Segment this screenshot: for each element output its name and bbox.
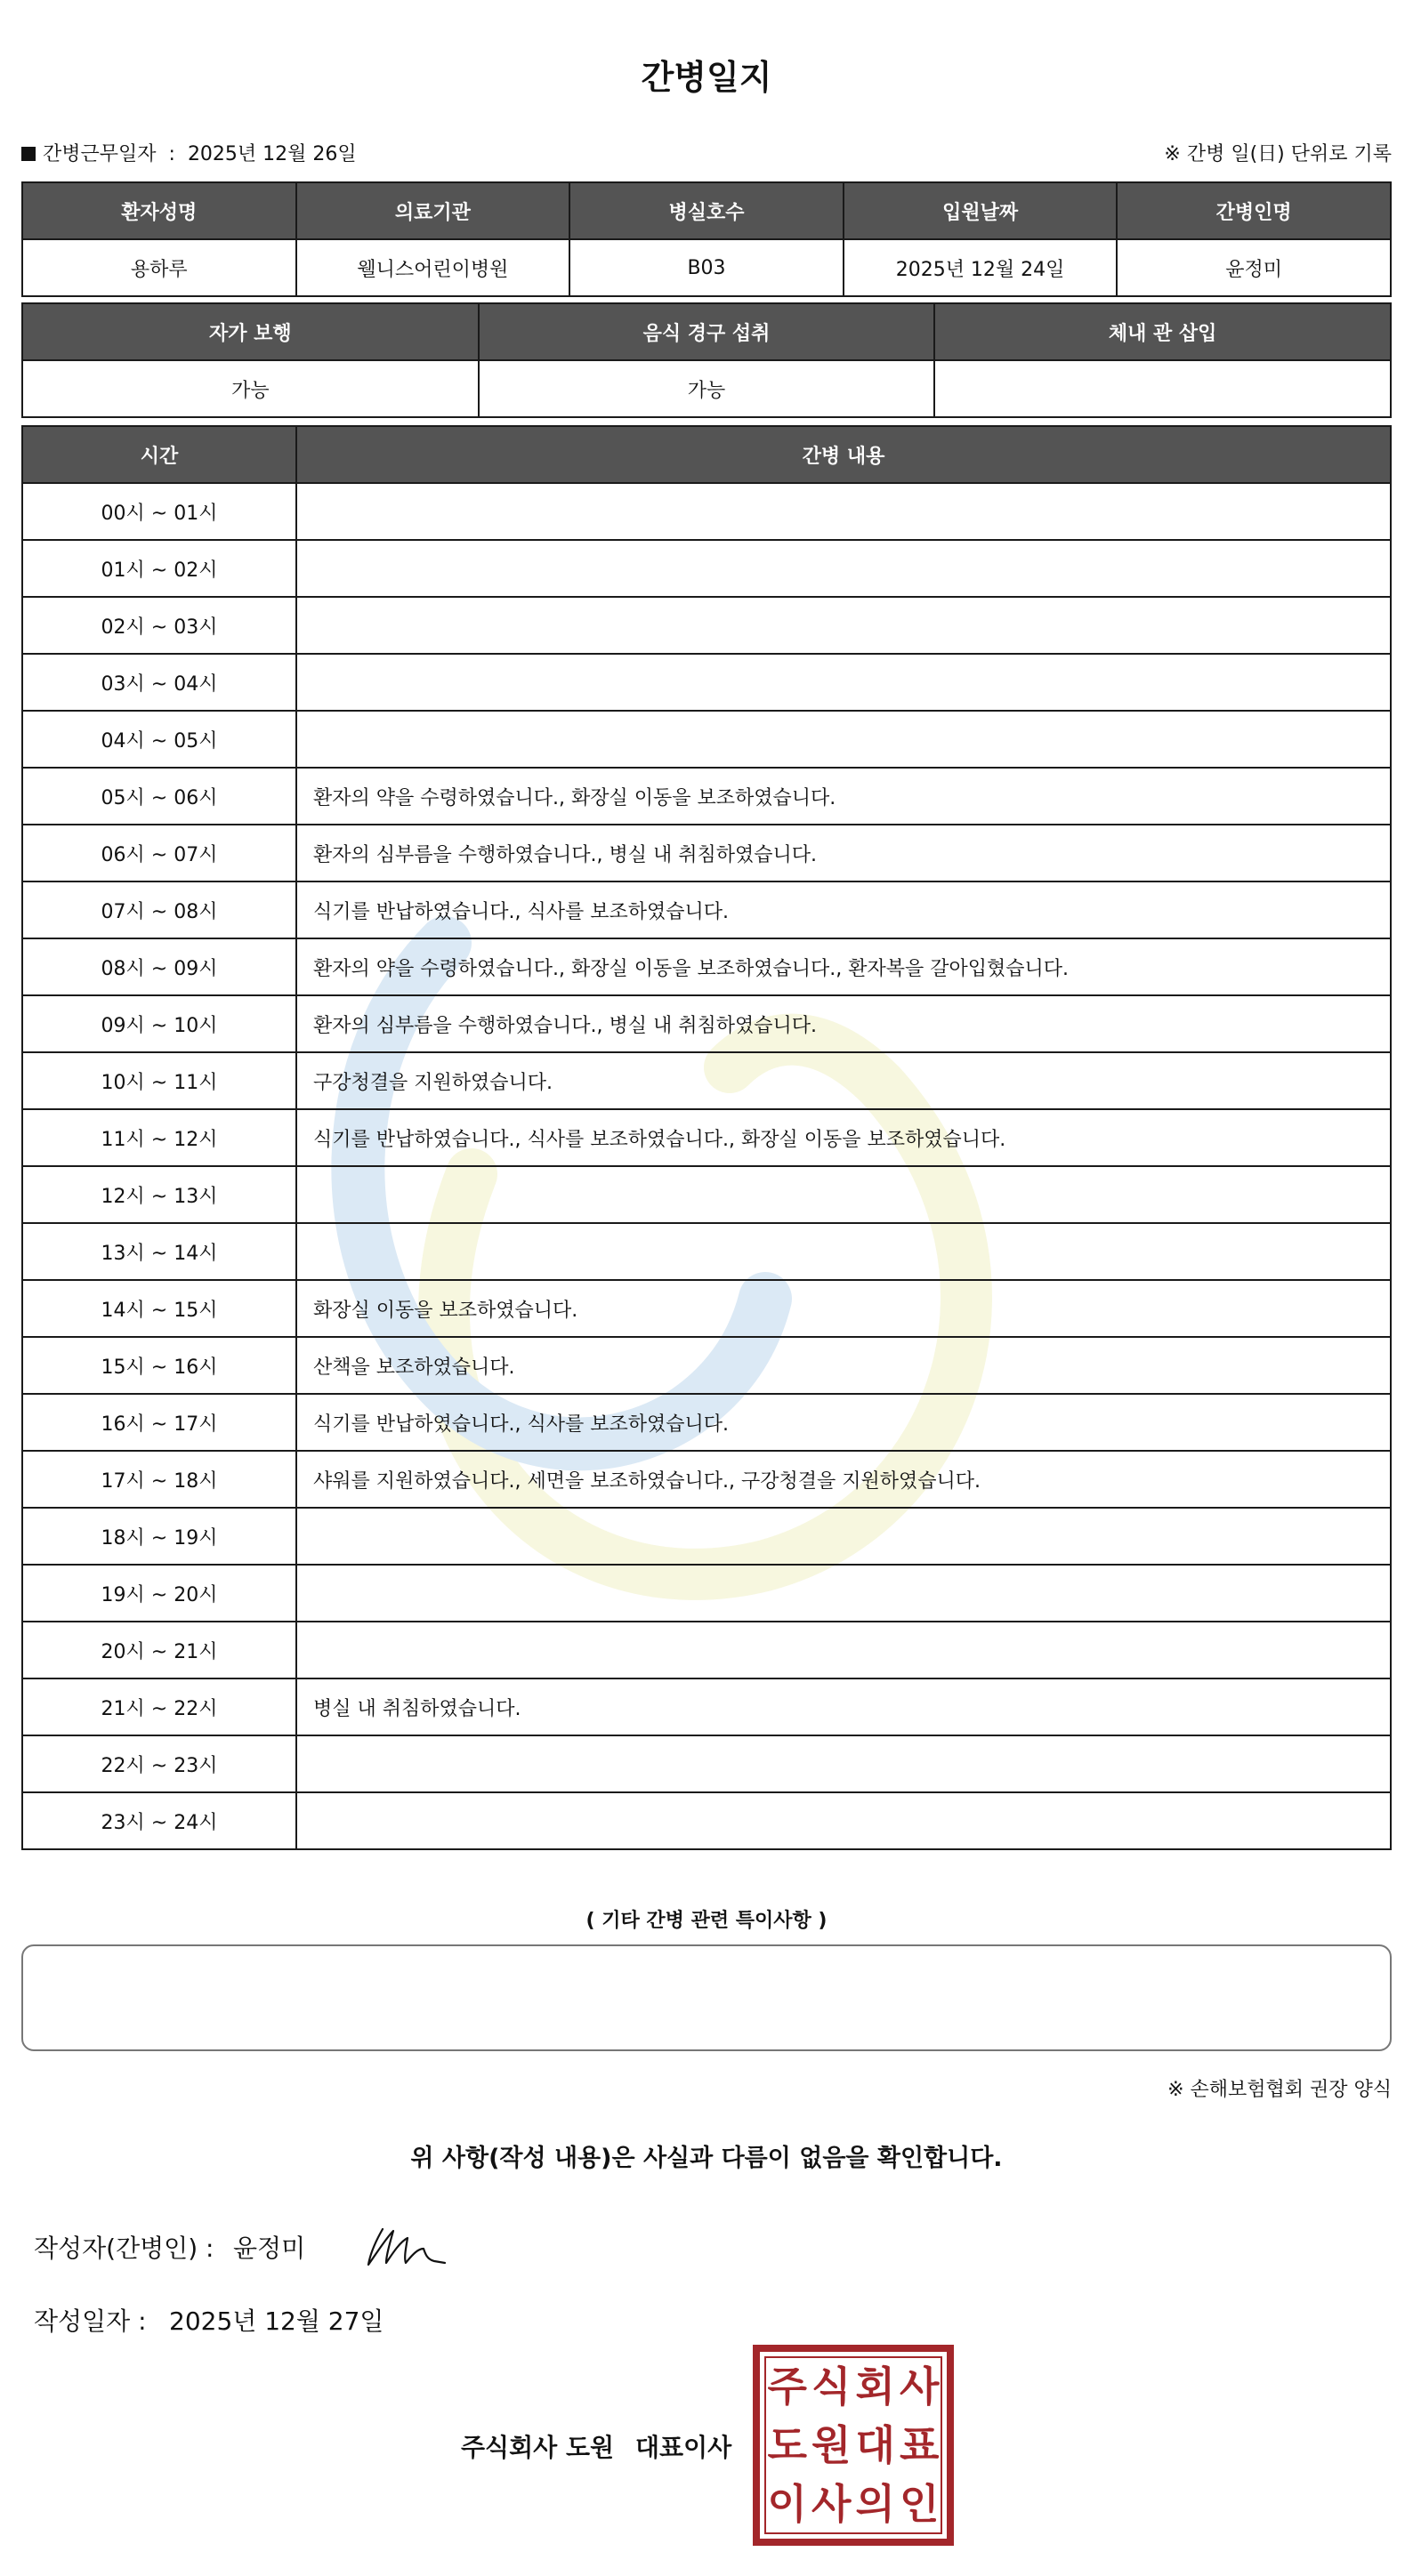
log-time: 12시 ~ 13시 xyxy=(22,1166,296,1223)
log-content xyxy=(296,483,1391,540)
log-content: 식기를 반납하였습니다., 식사를 보조하였습니다. xyxy=(296,881,1391,938)
log-content xyxy=(296,1735,1391,1792)
patient-info-table xyxy=(21,181,1392,297)
log-row xyxy=(22,938,1391,995)
log-row xyxy=(22,1735,1391,1792)
log-content: 샤워를 지원하였습니다., 세면을 보조하였습니다., 구강청결을 지원하였습니다. xyxy=(296,1451,1391,1508)
work-date-separator: : xyxy=(168,143,175,165)
log-time: 13시 ~ 14시 xyxy=(22,1223,296,1280)
confirmation-statement: 위 사항(작성 내용)은 사실과 다름이 없음을 확인합니다. xyxy=(410,2145,1003,2172)
log-row xyxy=(22,768,1391,825)
care-log-table xyxy=(21,425,1392,1850)
header-patient-name: 환자성명 xyxy=(22,182,296,239)
log-time: 01시 ~ 02시 xyxy=(22,540,296,597)
handwritten-signature xyxy=(363,2211,452,2274)
log-header-row xyxy=(22,426,1391,483)
log-row xyxy=(22,1451,1391,1508)
log-time: 17시 ~ 18시 xyxy=(22,1451,296,1508)
log-row xyxy=(22,711,1391,768)
self-walking-value: 가능 xyxy=(22,360,479,417)
header-care-content: 간병 내용 xyxy=(296,426,1391,483)
log-row xyxy=(22,540,1391,597)
log-time: 04시 ~ 05시 xyxy=(22,711,296,768)
log-time: 18시 ~ 19시 xyxy=(22,1508,296,1565)
log-content: 식기를 반납하였습니다., 식사를 보조하였습니다. xyxy=(296,1394,1391,1451)
written-date-label: 작성일자 : xyxy=(34,2306,147,2336)
seal-glyph: 도 xyxy=(767,2421,807,2469)
log-content: 화장실 이동을 보조하였습니다. xyxy=(296,1280,1391,1337)
log-row xyxy=(22,1508,1391,1565)
log-time: 16시 ~ 17시 xyxy=(22,1394,296,1451)
log-row xyxy=(22,1337,1391,1394)
seal-glyph: 사 xyxy=(811,2480,852,2528)
seal-glyph: 이 xyxy=(767,2480,807,2528)
ceo-title: 대표이사 xyxy=(635,2433,732,2462)
log-row xyxy=(22,1280,1391,1337)
log-content: 환자의 심부름을 수행하였습니다., 병실 내 취침하였습니다. xyxy=(296,825,1391,881)
oral-intake-value: 가능 xyxy=(479,360,935,417)
square-bullet-icon xyxy=(21,147,36,161)
record-note: ※ 간병 일(日) 단위로 기록 xyxy=(1164,143,1392,165)
log-row xyxy=(22,1678,1391,1735)
seal-glyph: 대 xyxy=(855,2421,895,2469)
log-body xyxy=(22,483,1391,1849)
log-row xyxy=(22,597,1391,654)
hospital-name: 웰니스어린이병원 xyxy=(296,239,570,296)
header-admission-date: 입원날짜 xyxy=(844,182,1118,239)
seal-glyph: 회 xyxy=(855,2363,895,2411)
seal-glyph: 인 xyxy=(900,2480,940,2528)
log-row xyxy=(22,881,1391,938)
log-time: 09시 ~ 10시 xyxy=(22,995,296,1052)
writer-name: 윤정미 xyxy=(233,2234,306,2263)
info-value-row xyxy=(22,239,1391,296)
status-header-row xyxy=(22,303,1391,360)
remarks-box xyxy=(21,1944,1392,2051)
header-tube-insertion: 체내 관 삽입 xyxy=(934,303,1391,360)
work-date-label: 간병근무일자 xyxy=(43,143,157,165)
header-caregiver-name: 간병인명 xyxy=(1117,182,1391,239)
log-content: 산책을 보조하였습니다. xyxy=(296,1337,1391,1394)
log-row xyxy=(22,654,1391,711)
log-time: 02시 ~ 03시 xyxy=(22,597,296,654)
log-time: 10시 ~ 11시 xyxy=(22,1052,296,1109)
log-content: 구강청결을 지원하였습니다. xyxy=(296,1052,1391,1109)
work-date-row xyxy=(21,139,357,166)
log-content: 환자의 약을 수령하였습니다., 화장실 이동을 보조하였습니다., 환자복을 갈아입혔습니다. xyxy=(296,938,1391,995)
patient-status-table xyxy=(21,302,1392,418)
log-row xyxy=(22,483,1391,540)
log-content xyxy=(296,1792,1391,1849)
log-time: 23시 ~ 24시 xyxy=(22,1792,296,1849)
log-content xyxy=(296,1508,1391,1565)
log-content xyxy=(296,654,1391,711)
log-content xyxy=(296,1166,1391,1223)
log-content xyxy=(296,1223,1391,1280)
company-seal xyxy=(753,2345,954,2546)
log-content xyxy=(296,1565,1391,1622)
log-time: 06시 ~ 07시 xyxy=(22,825,296,881)
log-time: 14시 ~ 15시 xyxy=(22,1280,296,1337)
header-time: 시간 xyxy=(22,426,296,483)
patient-name: 용하루 xyxy=(22,239,296,296)
form-note: ※ 손해보험협회 권장 양식 xyxy=(1167,2079,1392,2101)
log-time: 00시 ~ 01시 xyxy=(22,483,296,540)
header-self-walking: 자가 보행 xyxy=(22,303,479,360)
log-time: 22시 ~ 23시 xyxy=(22,1735,296,1792)
remarks-title: ( 기타 간병 관련 특이사항 ) xyxy=(585,1910,828,1932)
log-content xyxy=(296,540,1391,597)
log-row xyxy=(22,825,1391,881)
log-row xyxy=(22,1394,1391,1451)
header-oral-intake: 음식 경구 섭취 xyxy=(479,303,935,360)
log-time: 05시 ~ 06시 xyxy=(22,768,296,825)
tube-insertion-value xyxy=(934,360,1391,417)
company-name: 주식회사 도원 xyxy=(461,2433,615,2462)
log-time: 19시 ~ 20시 xyxy=(22,1565,296,1622)
log-row xyxy=(22,1109,1391,1166)
log-time: 20시 ~ 21시 xyxy=(22,1622,296,1678)
log-content xyxy=(296,1622,1391,1678)
work-date-value: 2025년 12월 26일 xyxy=(187,143,357,165)
seal-glyph: 의 xyxy=(855,2480,895,2528)
log-row xyxy=(22,1052,1391,1109)
log-row xyxy=(22,1223,1391,1280)
log-row xyxy=(22,995,1391,1052)
log-time: 08시 ~ 09시 xyxy=(22,938,296,995)
page-title: 간병일지 xyxy=(641,58,772,97)
written-date-value: 2025년 12월 27일 xyxy=(169,2306,384,2336)
header-hospital: 의료기관 xyxy=(296,182,570,239)
room-number: B03 xyxy=(569,239,844,296)
log-content: 환자의 약을 수령하였습니다., 화장실 이동을 보조하였습니다. xyxy=(296,768,1391,825)
seal-glyph: 표 xyxy=(900,2421,940,2469)
log-content: 환자의 심부름을 수행하였습니다., 병실 내 취침하였습니다. xyxy=(296,995,1391,1052)
log-row xyxy=(22,1166,1391,1223)
log-time: 21시 ~ 22시 xyxy=(22,1678,296,1735)
writer-label: 작성자(간병인) : xyxy=(34,2234,214,2263)
log-row xyxy=(22,1792,1391,1849)
log-content xyxy=(296,711,1391,768)
status-value-row xyxy=(22,360,1391,417)
log-time: 15시 ~ 16시 xyxy=(22,1337,296,1394)
seal-glyph: 사 xyxy=(900,2363,940,2411)
seal-glyph: 주 xyxy=(767,2363,807,2411)
admission-date: 2025년 12월 24일 xyxy=(844,239,1118,296)
seal-glyph: 식 xyxy=(811,2363,852,2411)
header-room-number: 병실호수 xyxy=(569,182,844,239)
info-header-row xyxy=(22,182,1391,239)
caregiver-name: 윤정미 xyxy=(1117,239,1391,296)
log-time: 03시 ~ 04시 xyxy=(22,654,296,711)
log-row xyxy=(22,1565,1391,1622)
log-content xyxy=(296,597,1391,654)
seal-glyph: 원 xyxy=(811,2421,852,2469)
log-content: 병실 내 취침하였습니다. xyxy=(296,1678,1391,1735)
log-content: 식기를 반납하였습니다., 식사를 보조하였습니다., 화장실 이동을 보조하였습니다. xyxy=(296,1109,1391,1166)
log-row xyxy=(22,1622,1391,1678)
log-time: 07시 ~ 08시 xyxy=(22,881,296,938)
log-time: 11시 ~ 12시 xyxy=(22,1109,296,1166)
